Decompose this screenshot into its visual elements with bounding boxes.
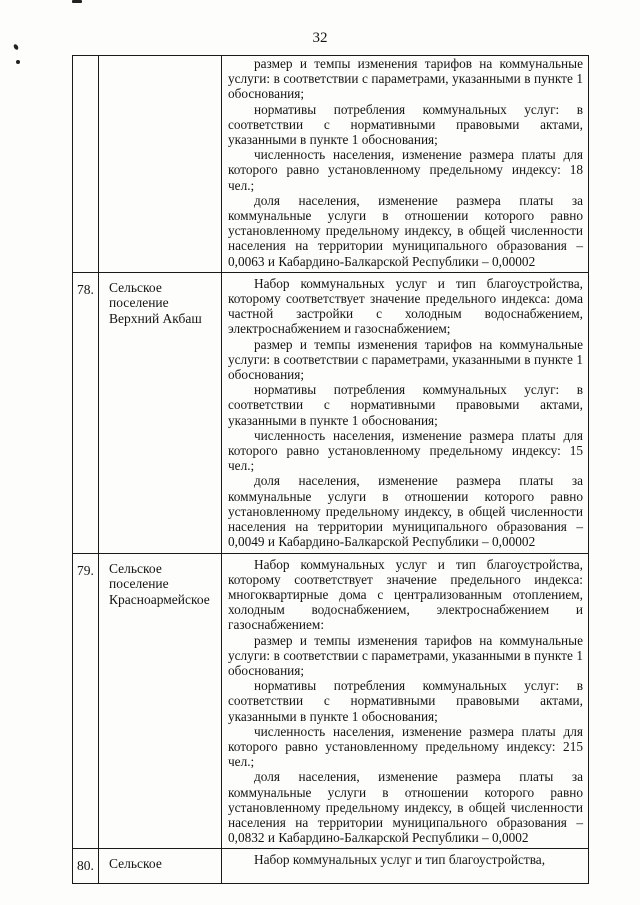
settlement-name: [99, 56, 222, 273]
row-number: 79.: [73, 553, 99, 849]
row-description: [222, 849, 589, 884]
paragraph: размер и темпы изменения тарифов на коммунальные услуги: в соответствии с параметрами, указанными в пункте 1 обоснования;: [228, 56, 583, 102]
row-number: 78.: [73, 272, 99, 553]
paragraph: доля населения, изменение размера платы за коммунальные услуги в отношении которого равно установленному предельному индексу, в общей численности населения на территории муниципального образования – 0,0063 и Кабардино-Балкарской Республики – 0,00002: [228, 192, 583, 269]
row-number: 80.: [73, 849, 99, 884]
page-number: 32: [312, 30, 328, 46]
row-description: [222, 272, 589, 553]
settlement-name: Сельское: [99, 849, 222, 884]
paragraph: численность населения, изменение размера платы для которого равно установленному предельному индексу: 15 чел.;: [228, 427, 583, 474]
settlement-name: Сельское поселение Верхний Акбаш: [99, 272, 222, 553]
row-number: [73, 56, 99, 273]
paragraph: нормативы потребления коммунальных услуг: в соответствии с нормативными правовыми актами, указанными в пункте 1 обоснования;: [228, 382, 583, 428]
table-row: [73, 849, 589, 884]
paragraph: размер и темпы изменения тарифов на коммунальные услуги: в соответствии с параметрами, указанными в пункте 1 обоснования;: [228, 336, 583, 383]
scan-speck: [72, 0, 82, 3]
paragraph: доля населения, изменение размера платы за коммунальные услуги в отношении которого равно установленному предельному индексу, в общей численности населения на территории муниципального образования – 0,0049 и Кабардино-Балкарской Республики – 0,00002: [228, 473, 583, 550]
paragraph: Набор коммунальных услуг и тип благоустройства, которому соответствует значение предельного индекса: многоквартирные дома с централизованным отоплением, холодным водоснабжением, электроснабжением и газоснабжением:: [228, 556, 583, 633]
table-row: [73, 56, 589, 273]
paragraph: численность населения, изменение размера платы для которого равно установленному предельному индексу: 18 чел.;: [228, 147, 583, 193]
settlement-name: Сельское поселение Красноармейское: [99, 553, 222, 849]
row-description: [222, 553, 589, 849]
paragraph: доля населения, изменение размера платы за коммунальные услуги в отношении которого равно установленному предельному индексу, в общей численности населения на территории муниципального образования – 0,0832 и Кабардино-Балкарской Республики – 0,0002: [228, 769, 583, 846]
table-row: [73, 272, 589, 553]
paragraph: численность населения, изменение размера платы для которого равно установленному предельному индексу: 215 чел.;: [228, 723, 583, 770]
row-description: [222, 56, 589, 273]
paragraph: Набор коммунальных услуг и тип благоустройства,: [254, 852, 546, 868]
paragraph: нормативы потребления коммунальных услуг: в соответствии с нормативными правовыми актами, указанными в пункте 1 обоснования;: [228, 678, 583, 724]
paragraph: размер и темпы изменения тарифов на коммунальные услуги: в соответствии с параметрами, указанными в пункте 1 обоснования;: [228, 632, 583, 678]
scan-speck: [16, 60, 20, 64]
indices-table: [72, 55, 589, 884]
paragraph: Набор коммунальных услуг и тип благоустройства, которому соответствует значение предельного индекса: дома частной застройки с холодным водоснабжением, электроснабжением и газоснабжением;: [228, 275, 583, 337]
paragraph: нормативы потребления коммунальных услуг: в соответствии с нормативными правовыми актами, указанными в пункте 1 обоснования;: [228, 101, 583, 148]
table-row: [73, 553, 589, 849]
